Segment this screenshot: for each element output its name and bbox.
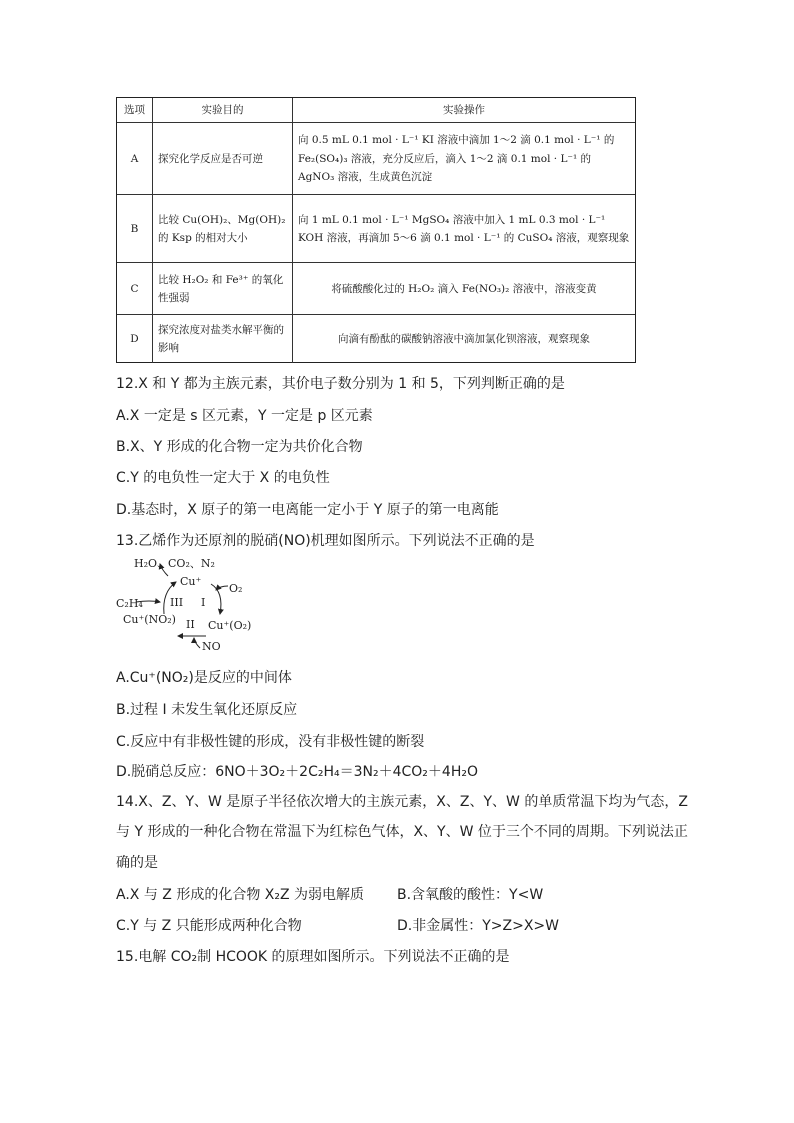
q14-stem-line3: 确的是 [116, 855, 158, 871]
row-operation: 向 0.5 mL 0.1 mol · L⁻¹ KI 溶液中滴加 1～2 滴 0.1 mol · L⁻¹ 的 Fe₂(SO₄)₃ 溶液，充分反应后，滴入 1～2 滴 0.1 mol · L⁻¹ 的 AgNO₃ 溶液，生成黄色沉淀 [298, 134, 615, 184]
diagram-products-label: H₂O、CO₂、N₂ [134, 557, 215, 570]
table-row [117, 314, 635, 363]
diagram-step-1: I [201, 596, 206, 609]
table-row [117, 194, 635, 263]
row-option: A [117, 123, 153, 195]
row-option: D [117, 315, 153, 363]
diagram-o2-label: O₂ [229, 582, 243, 595]
experiment-table [116, 97, 636, 363]
row-option: C [117, 263, 153, 315]
q14-option-a[interactable]: A.X 与 Z 形成的化合物 X₂Z 为弱电解质 [116, 887, 365, 903]
arrow-no-in [194, 638, 200, 648]
row-operation: 将硫酸酸化过的 H₂O₂ 滴入 Fe(NO₃)₂ 溶液中，溶液变黄 [331, 282, 597, 295]
q14-option-b[interactable]: B.含氧酸的酸性：Y<W [397, 887, 544, 903]
q13-option-d[interactable]: D.脱硝总反应：6NO＋3O₂＋2C₂H₄＝3N₂＋4CO₂＋4H₂O [116, 764, 478, 780]
q14-option-c[interactable]: C.Y 与 Z 只能形成两种化合物 [116, 918, 302, 934]
row-operation: 向滴有酚酞的碳酸钠溶液中滴加氯化钡溶液，观察现象 [338, 332, 590, 345]
denitration-cycle-diagram [116, 556, 266, 656]
q13-option-a[interactable]: A.Cu⁺(NO₂)是反应的中间体 [116, 670, 292, 686]
arrow-o2-in [216, 586, 228, 590]
header-purpose: 实验目的 [153, 98, 293, 122]
diagram-cu-plus-label: Cu⁺ [180, 575, 202, 588]
table-header-row [117, 98, 635, 122]
q13-stem: 13.乙烯作为还原剂的脱硝(NO)机理如图所示。下列说法不正确的是 [116, 533, 535, 549]
table-row [117, 122, 635, 195]
header-operation: 实验操作 [443, 103, 485, 116]
q14-stem-line2: 与 Y 形成的一种化合物在常温下为红棕色气体，X、Y、W 位于三个不同的周期。下列说法正 [116, 824, 688, 840]
row-purpose: 比较 H₂O₂ 和 Fe³⁺ 的氧化性强弱 [153, 263, 293, 315]
q12-option-c[interactable]: C.Y 的电负性一定大于 X 的电负性 [116, 470, 330, 486]
row-option: B [117, 195, 153, 263]
row-purpose: 比较 Cu(OH)₂、Mg(OH)₂ 的 Ksp 的相对大小 [153, 195, 293, 263]
q13-option-c[interactable]: C.反应中有非极性键的形成，没有非极性键的断裂 [116, 734, 425, 750]
q12-option-a[interactable]: A.X 一定是 s 区元素，Y 一定是 p 区元素 [116, 408, 373, 424]
diagram-no-label: NO [202, 640, 221, 653]
row-operation: 向 1 mL 0.1 mol · L⁻¹ MgSO₄ 溶液中加入 1 mL 0.3 mol · L⁻¹ KOH 溶液，再滴加 5～6 滴 0.1 mol · L⁻¹ 的 CuSO₄ 溶液，观察现象 [298, 213, 630, 244]
row-purpose: 探究化学反应是否可逆 [153, 123, 293, 195]
diagram-step-2: II [186, 618, 195, 631]
q15-stem: 15.电解 CO₂制 HCOOK 的原理如图所示。下列说法不正确的是 [116, 949, 510, 965]
diagram-c2h4-label: C₂H₄ [116, 597, 143, 610]
q12-stem: 12.X 和 Y 都为主族元素，其价电子数分别为 1 和 5，下列判断正确的是 [116, 376, 565, 392]
header-option: 选项 [117, 98, 153, 122]
arrow-c2h4-in [136, 601, 160, 602]
diagram-step-3: III [170, 596, 184, 609]
q14-option-d[interactable]: D.非金属性：Y>Z>X>W [397, 918, 559, 934]
diagram-cu-no2-label: Cu⁺(NO₂) [123, 613, 176, 626]
diagram-cu-o2-label: Cu⁺(O₂) [208, 619, 252, 632]
q13-option-b[interactable]: B.过程 I 未发生氧化还原反应 [116, 702, 298, 718]
q12-option-d[interactable]: D.基态时，X 原子的第一电离能一定小于 Y 原子的第一电离能 [116, 502, 499, 518]
arrow-step-1 [211, 584, 221, 614]
table-row [117, 262, 635, 315]
q12-option-b[interactable]: B.X、Y 形成的化合物一定为共价化合物 [116, 439, 363, 455]
row-purpose: 探究浓度对盐类水解平衡的影响 [153, 315, 293, 363]
q14-stem-line1: 14.X、Z、Y、W 是原子半径依次增大的主族元素，X、Z、Y、W 的单质常温下均为气态，Z [116, 794, 688, 810]
